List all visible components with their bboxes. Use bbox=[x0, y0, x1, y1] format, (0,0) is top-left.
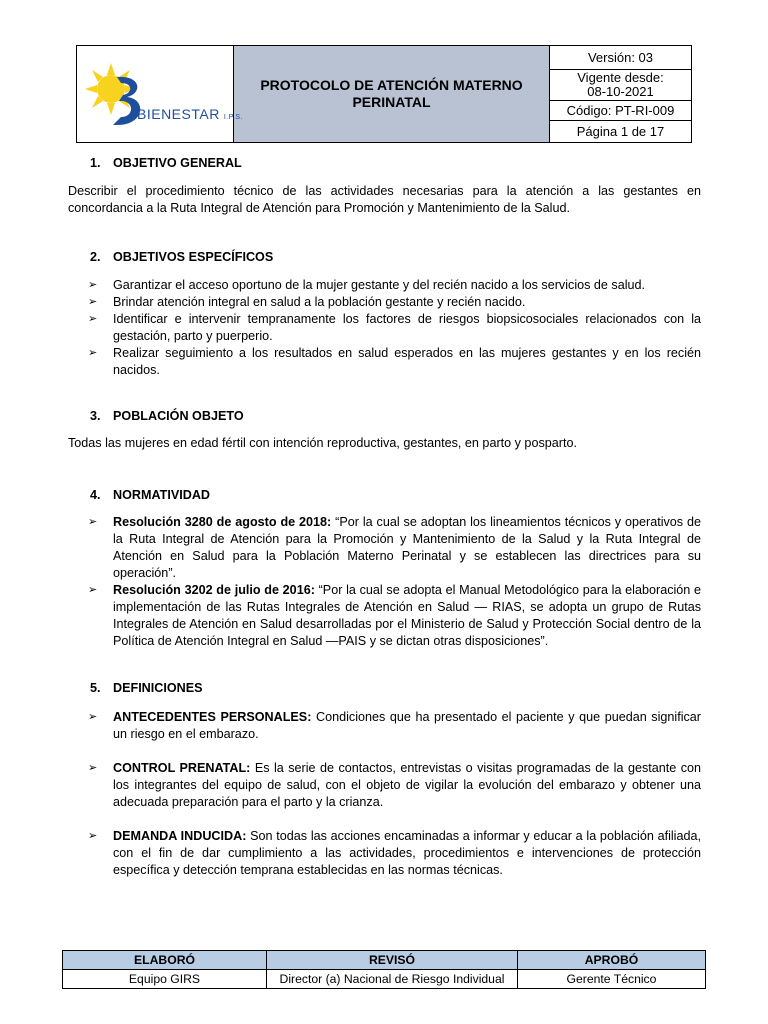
codigo: Código: PT-RI-009 bbox=[550, 101, 692, 121]
bullet-list bbox=[68, 277, 701, 379]
logo-text: BIENESTAR bbox=[137, 105, 220, 122]
bullet-list bbox=[68, 514, 701, 650]
section-heading: 1. OBJETIVO GENERAL bbox=[90, 156, 242, 170]
elaboro-value: Equipo GIRS bbox=[63, 970, 267, 989]
reviso-header: REVISÓ bbox=[267, 951, 518, 970]
section-heading: 3. POBLACIÓN OBJETO bbox=[90, 409, 244, 423]
approval-table bbox=[62, 950, 706, 989]
vigente-label: Vigente desde: bbox=[577, 70, 664, 85]
version: Versión: 03 bbox=[550, 46, 692, 70]
list-item: ➢ DEMANDA INDUCIDA: Son todas las acciones encaminadas a informar y educar a la población afiliada, con el fin de dar cumplimiento a las actividades, procedimientos e intervenciones de protección específica y detección temprana establecidas en las normas técnicas. bbox=[68, 828, 701, 879]
document-title: PROTOCOLO DE ATENCIÓN MATERNO PERINATAL bbox=[234, 46, 550, 143]
pagina: Página 1 de 17 bbox=[550, 121, 692, 143]
vigente-date: 08-10-2021 bbox=[587, 84, 654, 99]
aprobo-header: APROBÓ bbox=[518, 951, 706, 970]
logo-suffix: I.P.S. bbox=[223, 113, 244, 121]
paragraph: Describir el procedimiento técnico de las actividades necesarias para la atención a las gestantes en concordancia a la Ruta Integral de Atención para Promoción y Mantenimiento de la Salud. bbox=[68, 184, 701, 215]
aprobo-value: Gerente Técnico bbox=[518, 970, 706, 989]
list-item: ➢ CONTROL PRENATAL: Es la serie de contactos, entrevistas o visitas programadas de la gestante con los integrantes del equipo de salud, con el objeto de vigilar la evolución del embarazo y obtener una adecuada preparación para el parto y la crianza. bbox=[68, 760, 701, 811]
document-header bbox=[76, 45, 692, 143]
list-item: ➢ Resolución 3202 de julio de 2016: “Por la cual se adopta el Manual Metodológico para la elaboración e implementación de las Rutas Integrales de Atención en Salud — RIAS, se adopta un grupo de Rutas Integrales de Atención en Salud desarrolladas por el Ministerio de Salud y Protección Social dentro de la Política de Atención Integral en Salud —PAIS y se dictan otras disposiciones”. bbox=[68, 582, 701, 650]
list-item: ➢ Resolución 3280 de agosto de 2018: “Por la cual se adoptan los lineamientos técnicos y operativos de la Ruta Integral de Atención para la Promoción y Mantenimiento de la Salud y la Ruta Integral de Atención en Salud para la Población Materno Perinatal y se establecen las directrices para su operación”. bbox=[68, 514, 701, 582]
paragraph: Todas las mujeres en edad fértil con intención reproductiva, gestantes, en parto y posparto. bbox=[68, 436, 577, 450]
bullet-list bbox=[68, 709, 701, 879]
vigente-desde bbox=[550, 70, 692, 101]
document-body bbox=[68, 155, 701, 879]
list-item: ➢ Realizar seguimiento a los resultados en salud esperados en las mujeres gestantes y en los recién nacidos. bbox=[68, 345, 701, 379]
section-heading: 2. OBJETIVOS ESPECÍFICOS bbox=[90, 250, 274, 264]
list-item: ➢ Brindar atención integral en salud a la población gestante y recién nacido. bbox=[68, 294, 701, 311]
list-item: ➢ Identificar e intervenir tempranamente los factores de riesgos biopsicosociales relacionados con la gestación, parto y puerperio. bbox=[68, 311, 701, 345]
elaboro-header: ELABORÓ bbox=[63, 951, 267, 970]
section-heading: 5. DEFINICIONES bbox=[90, 681, 203, 695]
list-item: ➢ ANTECEDENTES PERSONALES: Condiciones que ha presentado el paciente y que puedan significar un riesgo en el embarazo. bbox=[68, 709, 701, 743]
reviso-value: Director (a) Nacional de Riesgo Individual bbox=[267, 970, 518, 989]
bienestar-logo bbox=[77, 47, 244, 142]
section-heading: 4. NORMATIVIDAD bbox=[90, 488, 211, 502]
list-item: ➢ Garantizar el acceso oportuno de la mujer gestante y del recién nacido a los servicios de salud. bbox=[68, 277, 701, 294]
logo-cell bbox=[77, 46, 244, 143]
